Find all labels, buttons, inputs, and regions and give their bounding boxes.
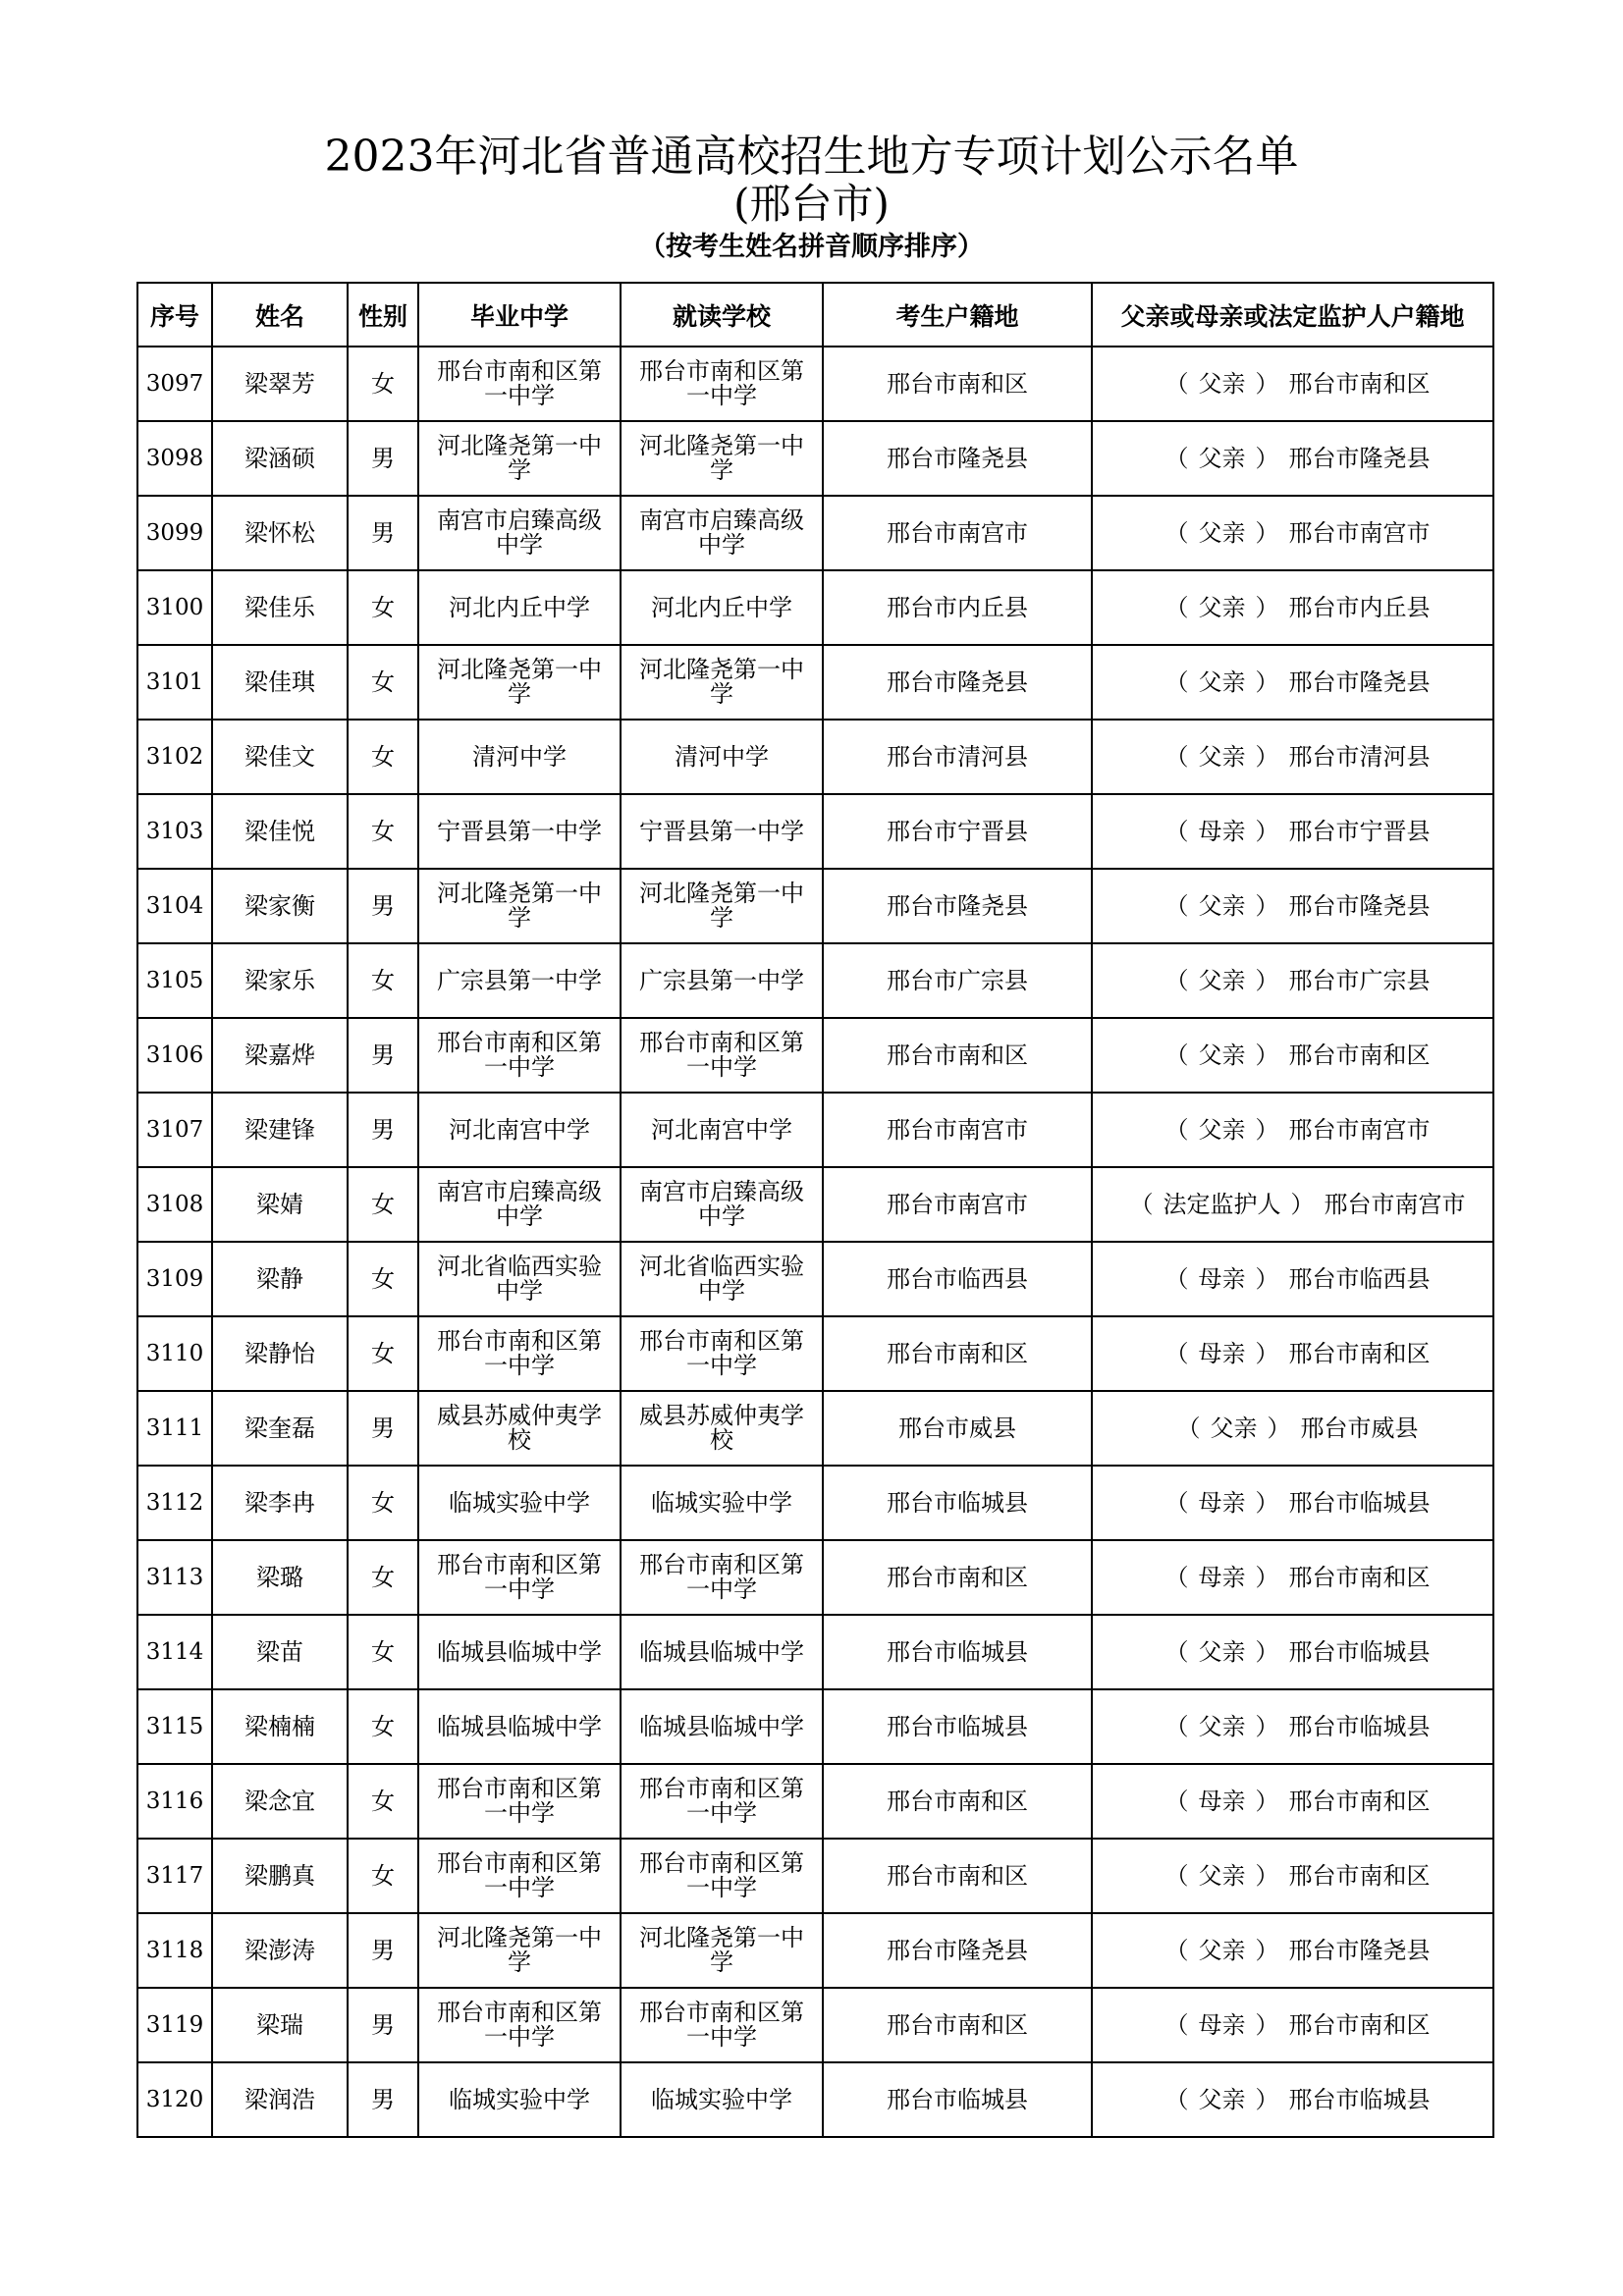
cell-guardian: （ 父亲 ） 邢台市临城县 bbox=[1092, 1615, 1493, 1689]
cell-no: 3116 bbox=[137, 1764, 212, 1839]
guardian-type: 父亲 bbox=[1210, 1414, 1258, 1442]
cell-no: 3097 bbox=[137, 347, 212, 421]
cell-no: 3102 bbox=[137, 720, 212, 794]
cell-grad-school: 南宫市启臻高级中学 bbox=[418, 496, 621, 570]
guardian-residence: 邢台市南宫市 bbox=[1324, 1190, 1466, 1218]
table-header-row bbox=[137, 283, 1493, 347]
table-row bbox=[137, 2062, 1493, 2137]
cell-gender: 女 bbox=[348, 570, 418, 645]
cell-name: 梁佳悦 bbox=[212, 794, 348, 869]
cell-gender: 男 bbox=[348, 421, 418, 496]
table-row bbox=[137, 1839, 1493, 1913]
cell-current-school: 河北隆尧第一中学 bbox=[621, 1913, 823, 1988]
cell-guardian: （ 父亲 ） 邢台市临城县 bbox=[1092, 2062, 1493, 2137]
guardian-residence: 邢台市隆尧县 bbox=[1288, 667, 1431, 696]
cell-current-school: 广宗县第一中学 bbox=[621, 943, 823, 1018]
cell-guardian: （ 父亲 ） 邢台市隆尧县 bbox=[1092, 1913, 1493, 1988]
cell-no: 3109 bbox=[137, 1242, 212, 1316]
cell-guardian: （ 母亲 ） 邢台市南和区 bbox=[1092, 1540, 1493, 1615]
guardian-type: 父亲 bbox=[1198, 1115, 1246, 1144]
cell-gender: 女 bbox=[348, 1764, 418, 1839]
guardian-residence: 邢台市南和区 bbox=[1288, 1861, 1431, 1890]
table-row bbox=[137, 645, 1493, 720]
cell-name: 梁楠楠 bbox=[212, 1689, 348, 1764]
cell-no: 3098 bbox=[137, 421, 212, 496]
cell-gender: 女 bbox=[348, 645, 418, 720]
cell-no: 3111 bbox=[137, 1391, 212, 1466]
cell-residence: 邢台市南和区 bbox=[823, 1316, 1092, 1391]
guardian-residence: 邢台市临城县 bbox=[1288, 1712, 1431, 1740]
cell-gender: 女 bbox=[348, 794, 418, 869]
guardian-residence: 邢台市临城县 bbox=[1288, 1637, 1431, 1666]
cell-gender: 男 bbox=[348, 496, 418, 570]
cell-name: 梁鹏真 bbox=[212, 1839, 348, 1913]
cell-no: 3118 bbox=[137, 1913, 212, 1988]
cell-current-school: 宁晋县第一中学 bbox=[621, 794, 823, 869]
table-row bbox=[137, 570, 1493, 645]
header-name: 姓名 bbox=[212, 283, 348, 347]
cell-name: 梁佳乐 bbox=[212, 570, 348, 645]
cell-current-school: 威县苏威仲夷学校 bbox=[621, 1391, 823, 1466]
cell-current-school: 南宫市启臻高级中学 bbox=[621, 1167, 823, 1242]
header-guardian-residence: 父亲或母亲或法定监护人户籍地 bbox=[1092, 283, 1493, 347]
cell-name: 梁家衡 bbox=[212, 869, 348, 943]
sort-note: （按考生姓名拼音顺序排序） bbox=[639, 232, 984, 262]
guardian-type: 父亲 bbox=[1198, 1637, 1246, 1666]
table-row bbox=[137, 421, 1493, 496]
header-no: 序号 bbox=[137, 283, 212, 347]
guardian-residence: 邢台市南和区 bbox=[1288, 1339, 1431, 1367]
cell-name: 梁苗 bbox=[212, 1615, 348, 1689]
cell-guardian: （ 父亲 ） 邢台市隆尧县 bbox=[1092, 645, 1493, 720]
cell-grad-school: 河北省临西实验中学 bbox=[418, 1242, 621, 1316]
cell-no: 3099 bbox=[137, 496, 212, 570]
cell-residence: 邢台市南和区 bbox=[823, 347, 1092, 421]
cell-gender: 女 bbox=[348, 943, 418, 1018]
table-body bbox=[137, 347, 1493, 2137]
guardian-residence: 邢台市临城县 bbox=[1288, 1488, 1431, 1517]
cell-name: 梁念宜 bbox=[212, 1764, 348, 1839]
cell-gender: 女 bbox=[348, 1615, 418, 1689]
cell-residence: 邢台市清河县 bbox=[823, 720, 1092, 794]
table-row bbox=[137, 1615, 1493, 1689]
cell-guardian: （ 父亲 ） 邢台市隆尧县 bbox=[1092, 421, 1493, 496]
cell-guardian: （ 父亲 ） 邢台市南和区 bbox=[1092, 1018, 1493, 1093]
cell-current-school: 临城实验中学 bbox=[621, 2062, 823, 2137]
cell-current-school: 邢台市南和区第一中学 bbox=[621, 1839, 823, 1913]
cell-residence: 邢台市宁晋县 bbox=[823, 794, 1092, 869]
cell-current-school: 临城县临城中学 bbox=[621, 1689, 823, 1764]
guardian-type: 父亲 bbox=[1198, 593, 1246, 621]
cell-guardian: （ 父亲 ） 邢台市南和区 bbox=[1092, 347, 1493, 421]
table-row bbox=[137, 1167, 1493, 1242]
cell-guardian: （ 父亲 ） 邢台市南宫市 bbox=[1092, 496, 1493, 570]
cell-no: 3104 bbox=[137, 869, 212, 943]
cell-name: 梁涵硕 bbox=[212, 421, 348, 496]
cell-name: 梁李冉 bbox=[212, 1466, 348, 1540]
cell-no: 3108 bbox=[137, 1167, 212, 1242]
cell-residence: 邢台市隆尧县 bbox=[823, 645, 1092, 720]
cell-current-school: 邢台市南和区第一中学 bbox=[621, 1316, 823, 1391]
cell-name: 梁静怡 bbox=[212, 1316, 348, 1391]
cell-gender: 男 bbox=[348, 1018, 418, 1093]
table-row bbox=[137, 347, 1493, 421]
cell-no: 3112 bbox=[137, 1466, 212, 1540]
cell-no: 3101 bbox=[137, 645, 212, 720]
cell-guardian: （ 父亲 ） 邢台市临城县 bbox=[1092, 1689, 1493, 1764]
guardian-residence: 邢台市广宗县 bbox=[1288, 966, 1431, 994]
cell-guardian: （ 母亲 ） 邢台市临城县 bbox=[1092, 1466, 1493, 1540]
cell-current-school: 河北隆尧第一中学 bbox=[621, 869, 823, 943]
cell-current-school: 临城实验中学 bbox=[621, 1466, 823, 1540]
cell-grad-school: 邢台市南和区第一中学 bbox=[418, 1839, 621, 1913]
cell-no: 3105 bbox=[137, 943, 212, 1018]
cell-guardian: （ 母亲 ） 邢台市南和区 bbox=[1092, 1988, 1493, 2062]
cell-no: 3100 bbox=[137, 570, 212, 645]
header-current-school: 就读学校 bbox=[621, 283, 823, 347]
guardian-type: 父亲 bbox=[1198, 1712, 1246, 1740]
cell-gender: 女 bbox=[348, 1839, 418, 1913]
cell-residence: 邢台市广宗县 bbox=[823, 943, 1092, 1018]
cell-guardian: （ 父亲 ） 邢台市威县 bbox=[1092, 1391, 1493, 1466]
cell-grad-school: 临城县临城中学 bbox=[418, 1615, 621, 1689]
cell-grad-school: 临城实验中学 bbox=[418, 2062, 621, 2137]
guardian-type: 父亲 bbox=[1198, 1041, 1246, 1069]
cell-gender: 男 bbox=[348, 1988, 418, 2062]
cell-no: 3110 bbox=[137, 1316, 212, 1391]
cell-residence: 邢台市南和区 bbox=[823, 1018, 1092, 1093]
cell-gender: 女 bbox=[348, 1540, 418, 1615]
cell-gender: 女 bbox=[348, 347, 418, 421]
guardian-type: 母亲 bbox=[1198, 1339, 1246, 1367]
cell-name: 梁璐 bbox=[212, 1540, 348, 1615]
table-row bbox=[137, 1764, 1493, 1839]
cell-residence: 邢台市南宫市 bbox=[823, 1093, 1092, 1167]
cell-gender: 男 bbox=[348, 1913, 418, 1988]
guardian-residence: 邢台市宁晋县 bbox=[1288, 817, 1431, 845]
cell-guardian: （ 父亲 ） 邢台市南和区 bbox=[1092, 1839, 1493, 1913]
cell-guardian: （ 父亲 ） 邢台市内丘县 bbox=[1092, 570, 1493, 645]
cell-name: 梁怀松 bbox=[212, 496, 348, 570]
cell-current-school: 河北隆尧第一中学 bbox=[621, 645, 823, 720]
cell-gender: 男 bbox=[348, 2062, 418, 2137]
table-row bbox=[137, 1913, 1493, 1988]
cell-no: 3107 bbox=[137, 1093, 212, 1167]
cell-gender: 女 bbox=[348, 1242, 418, 1316]
cell-residence: 邢台市南和区 bbox=[823, 1540, 1092, 1615]
guardian-residence: 邢台市隆尧县 bbox=[1288, 1936, 1431, 1964]
cell-guardian: （ 父亲 ） 邢台市清河县 bbox=[1092, 720, 1493, 794]
cell-grad-school: 河北隆尧第一中学 bbox=[418, 645, 621, 720]
cell-no: 3120 bbox=[137, 2062, 212, 2137]
cell-residence: 邢台市隆尧县 bbox=[823, 421, 1092, 496]
cell-residence: 邢台市临城县 bbox=[823, 2062, 1092, 2137]
guardian-type: 父亲 bbox=[1198, 891, 1246, 920]
guardian-residence: 邢台市南和区 bbox=[1288, 2010, 1431, 2039]
guardian-type: 父亲 bbox=[1198, 444, 1246, 472]
guardian-type: 父亲 bbox=[1198, 2085, 1246, 2113]
cell-current-school: 临城县临城中学 bbox=[621, 1615, 823, 1689]
guardian-type: 父亲 bbox=[1198, 742, 1246, 771]
cell-grad-school: 河北隆尧第一中学 bbox=[418, 421, 621, 496]
cell-name: 梁家乐 bbox=[212, 943, 348, 1018]
cell-name: 梁翠芳 bbox=[212, 347, 348, 421]
table-row bbox=[137, 1466, 1493, 1540]
cell-name: 梁静 bbox=[212, 1242, 348, 1316]
guardian-type: 母亲 bbox=[1198, 2010, 1246, 2039]
cell-name: 梁佳文 bbox=[212, 720, 348, 794]
cell-no: 3103 bbox=[137, 794, 212, 869]
cell-guardian: （ 父亲 ） 邢台市广宗县 bbox=[1092, 943, 1493, 1018]
cell-current-school: 清河中学 bbox=[621, 720, 823, 794]
cell-residence: 邢台市内丘县 bbox=[823, 570, 1092, 645]
guardian-type: 父亲 bbox=[1198, 1936, 1246, 1964]
cell-name: 梁瑞 bbox=[212, 1988, 348, 2062]
guardian-type: 母亲 bbox=[1198, 1264, 1246, 1293]
cell-residence: 邢台市隆尧县 bbox=[823, 869, 1092, 943]
cell-grad-school: 威县苏威仲夷学校 bbox=[418, 1391, 621, 1466]
cell-name: 梁嘉烨 bbox=[212, 1018, 348, 1093]
guardian-type: 父亲 bbox=[1198, 667, 1246, 696]
roster-table bbox=[136, 282, 1494, 2138]
cell-current-school: 邢台市南和区第一中学 bbox=[621, 1988, 823, 2062]
cell-grad-school: 临城实验中学 bbox=[418, 1466, 621, 1540]
guardian-residence: 邢台市临城县 bbox=[1288, 2085, 1431, 2113]
cell-current-school: 河北隆尧第一中学 bbox=[621, 421, 823, 496]
guardian-residence: 邢台市隆尧县 bbox=[1288, 444, 1431, 472]
cell-no: 3113 bbox=[137, 1540, 212, 1615]
guardian-type: 母亲 bbox=[1198, 1563, 1246, 1591]
guardian-residence: 邢台市临西县 bbox=[1288, 1264, 1431, 1293]
table-row bbox=[137, 943, 1493, 1018]
cell-residence: 邢台市南和区 bbox=[823, 1988, 1092, 2062]
guardian-type: 母亲 bbox=[1198, 1488, 1246, 1517]
table-row bbox=[137, 869, 1493, 943]
cell-residence: 邢台市南宫市 bbox=[823, 496, 1092, 570]
cell-grad-school: 邢台市南和区第一中学 bbox=[418, 1988, 621, 2062]
cell-grad-school: 河北隆尧第一中学 bbox=[418, 869, 621, 943]
cell-grad-school: 广宗县第一中学 bbox=[418, 943, 621, 1018]
cell-guardian: （ 母亲 ） 邢台市临西县 bbox=[1092, 1242, 1493, 1316]
cell-guardian: （ 母亲 ） 邢台市宁晋县 bbox=[1092, 794, 1493, 869]
cell-gender: 男 bbox=[348, 869, 418, 943]
cell-gender: 女 bbox=[348, 1167, 418, 1242]
table-row bbox=[137, 794, 1493, 869]
document-city: (邢台市) bbox=[733, 180, 890, 228]
cell-residence: 邢台市南和区 bbox=[823, 1764, 1092, 1839]
cell-residence: 邢台市临城县 bbox=[823, 1615, 1092, 1689]
cell-grad-school: 河北内丘中学 bbox=[418, 570, 621, 645]
cell-residence: 邢台市威县 bbox=[823, 1391, 1092, 1466]
cell-no: 3115 bbox=[137, 1689, 212, 1764]
cell-residence: 邢台市临城县 bbox=[823, 1466, 1092, 1540]
table-row bbox=[137, 720, 1493, 794]
cell-current-school: 南宫市启臻高级中学 bbox=[621, 496, 823, 570]
cell-grad-school: 邢台市南和区第一中学 bbox=[418, 1018, 621, 1093]
table-row bbox=[137, 1242, 1493, 1316]
guardian-type: 父亲 bbox=[1198, 369, 1246, 398]
guardian-residence: 邢台市南和区 bbox=[1288, 1787, 1431, 1815]
cell-gender: 女 bbox=[348, 720, 418, 794]
table-row bbox=[137, 1018, 1493, 1093]
guardian-residence: 邢台市南宫市 bbox=[1288, 518, 1431, 547]
cell-no: 3114 bbox=[137, 1615, 212, 1689]
table-row bbox=[137, 1689, 1493, 1764]
table-row bbox=[137, 496, 1493, 570]
cell-gender: 男 bbox=[348, 1391, 418, 1466]
header-grad-school: 毕业中学 bbox=[418, 283, 621, 347]
cell-gender: 女 bbox=[348, 1689, 418, 1764]
cell-gender: 女 bbox=[348, 1316, 418, 1391]
cell-grad-school: 邢台市南和区第一中学 bbox=[418, 1764, 621, 1839]
cell-grad-school: 清河中学 bbox=[418, 720, 621, 794]
cell-current-school: 邢台市南和区第一中学 bbox=[621, 1018, 823, 1093]
cell-grad-school: 南宫市启臻高级中学 bbox=[418, 1167, 621, 1242]
cell-gender: 男 bbox=[348, 1093, 418, 1167]
guardian-residence: 邢台市南和区 bbox=[1288, 1563, 1431, 1591]
cell-grad-school: 河北隆尧第一中学 bbox=[418, 1913, 621, 1988]
cell-name: 梁奎磊 bbox=[212, 1391, 348, 1466]
cell-residence: 邢台市临城县 bbox=[823, 1689, 1092, 1764]
table-row bbox=[137, 1093, 1493, 1167]
cell-grad-school: 邢台市南和区第一中学 bbox=[418, 1316, 621, 1391]
guardian-residence: 邢台市南和区 bbox=[1288, 369, 1431, 398]
guardian-residence: 邢台市威县 bbox=[1300, 1414, 1419, 1442]
cell-grad-school: 宁晋县第一中学 bbox=[418, 794, 621, 869]
document-title: 2023年河北省普通高校招生地方专项计划公示名单 bbox=[324, 132, 1299, 182]
guardian-type: 法定监护人 bbox=[1163, 1190, 1281, 1218]
guardian-type: 母亲 bbox=[1198, 1787, 1246, 1815]
guardian-type: 父亲 bbox=[1198, 1861, 1246, 1890]
cell-name: 梁润浩 bbox=[212, 2062, 348, 2137]
guardian-type: 父亲 bbox=[1198, 966, 1246, 994]
cell-current-school: 河北南宫中学 bbox=[621, 1093, 823, 1167]
cell-residence: 邢台市南和区 bbox=[823, 1839, 1092, 1913]
table-row bbox=[137, 1540, 1493, 1615]
header-gender: 性别 bbox=[348, 283, 418, 347]
cell-grad-school: 邢台市南和区第一中学 bbox=[418, 1540, 621, 1615]
guardian-type: 母亲 bbox=[1198, 817, 1246, 845]
cell-name: 梁婧 bbox=[212, 1167, 348, 1242]
cell-no: 3119 bbox=[137, 1988, 212, 2062]
cell-no: 3106 bbox=[137, 1018, 212, 1093]
cell-name: 梁建锋 bbox=[212, 1093, 348, 1167]
cell-current-school: 邢台市南和区第一中学 bbox=[621, 1540, 823, 1615]
table-row bbox=[137, 1988, 1493, 2062]
cell-residence: 邢台市南宫市 bbox=[823, 1167, 1092, 1242]
cell-guardian: （ 父亲 ） 邢台市南宫市 bbox=[1092, 1093, 1493, 1167]
cell-grad-school: 临城县临城中学 bbox=[418, 1689, 621, 1764]
cell-current-school: 河北省临西实验中学 bbox=[621, 1242, 823, 1316]
guardian-residence: 邢台市隆尧县 bbox=[1288, 891, 1431, 920]
guardian-residence: 邢台市南和区 bbox=[1288, 1041, 1431, 1069]
cell-name: 梁澎涛 bbox=[212, 1913, 348, 1988]
cell-grad-school: 邢台市南和区第一中学 bbox=[418, 347, 621, 421]
cell-current-school: 邢台市南和区第一中学 bbox=[621, 1764, 823, 1839]
cell-gender: 女 bbox=[348, 1466, 418, 1540]
table-row bbox=[137, 1316, 1493, 1391]
cell-guardian: （ 母亲 ） 邢台市南和区 bbox=[1092, 1764, 1493, 1839]
guardian-residence: 邢台市清河县 bbox=[1288, 742, 1431, 771]
cell-residence: 邢台市隆尧县 bbox=[823, 1913, 1092, 1988]
cell-guardian: （ 父亲 ） 邢台市隆尧县 bbox=[1092, 869, 1493, 943]
cell-current-school: 河北内丘中学 bbox=[621, 570, 823, 645]
guardian-residence: 邢台市南宫市 bbox=[1288, 1115, 1431, 1144]
cell-residence: 邢台市临西县 bbox=[823, 1242, 1092, 1316]
cell-grad-school: 河北南宫中学 bbox=[418, 1093, 621, 1167]
header-residence: 考生户籍地 bbox=[823, 283, 1092, 347]
guardian-type: 父亲 bbox=[1198, 518, 1246, 547]
cell-guardian: （ 法定监护人 ） 邢台市南宫市 bbox=[1092, 1167, 1493, 1242]
cell-current-school: 邢台市南和区第一中学 bbox=[621, 347, 823, 421]
cell-guardian: （ 母亲 ） 邢台市南和区 bbox=[1092, 1316, 1493, 1391]
table-row bbox=[137, 1391, 1493, 1466]
cell-no: 3117 bbox=[137, 1839, 212, 1913]
guardian-residence: 邢台市内丘县 bbox=[1288, 593, 1431, 621]
cell-name: 梁佳琪 bbox=[212, 645, 348, 720]
